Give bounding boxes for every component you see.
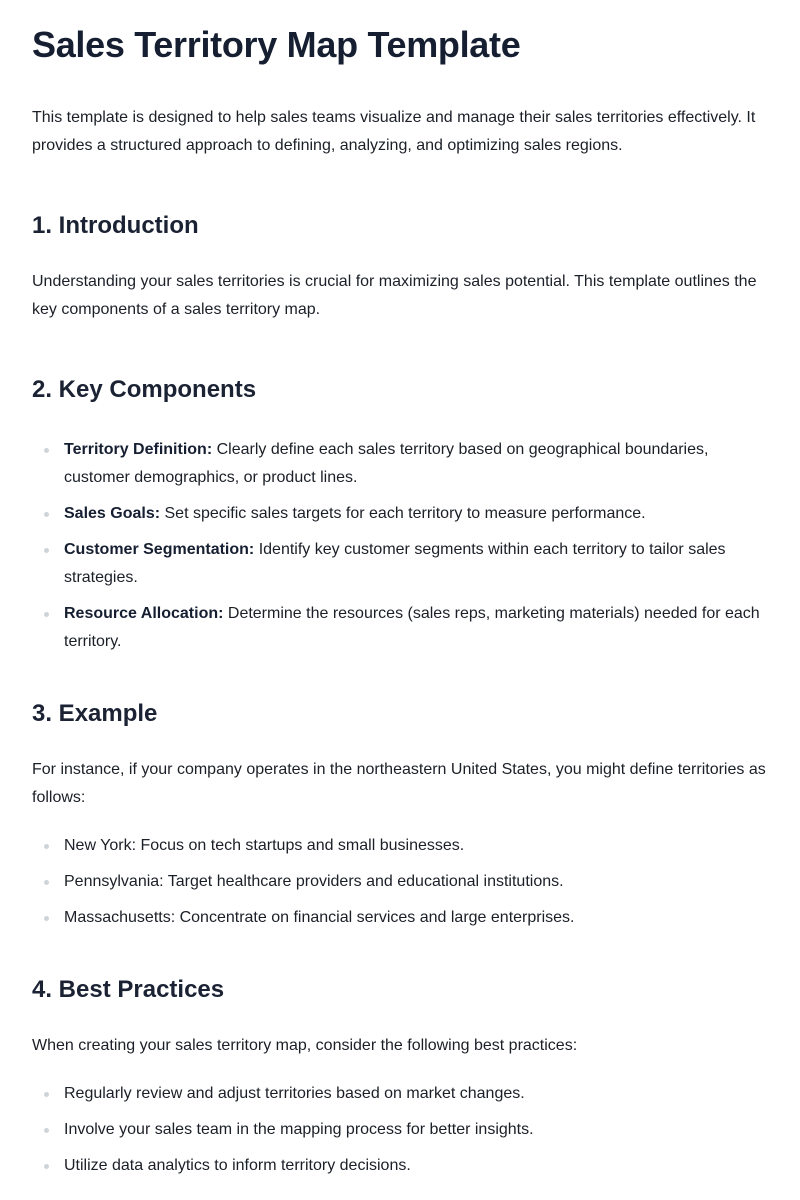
list-item (32, 832, 768, 860)
list-item (32, 904, 768, 932)
section-example (32, 696, 768, 932)
bullet-icon (44, 1128, 49, 1133)
section-paragraph: For instance, if your company operates in the northeastern United States, you might define territories as follows: (32, 761, 766, 806)
list-item-text: Clearly define each sales territory based on geographical boundaries, customer demographics, or product lines. (64, 441, 709, 486)
list-item-text: Massachusetts: Concentrate on financial services and large enterprises. (64, 909, 575, 926)
bullet-icon (44, 916, 49, 921)
list-item (32, 500, 768, 528)
list-item-text: Involve your sales team in the mapping process for better insights. (64, 1121, 534, 1138)
example-list (32, 832, 768, 932)
section-heading: 1. Introduction (32, 212, 199, 239)
list-item-term: Customer Segmentation: (64, 541, 255, 558)
bullet-icon (44, 548, 49, 553)
list-item (32, 1152, 768, 1180)
list-item (32, 1116, 768, 1144)
section-introduction (32, 208, 768, 324)
intro-paragraph: This template is designed to help sales teams visualize and manage their sales territories effectively. It provides a structured approach to defining, analyzing, and optimizing sales regions. (32, 109, 756, 154)
list-item-term: Sales Goals: (64, 505, 161, 522)
list-item (32, 436, 768, 492)
section-key-components (32, 372, 768, 656)
list-item-text: Set specific sales targets for each territory to measure performance. (160, 505, 646, 522)
key-components-list (32, 436, 768, 656)
list-item-text: Determine the resources (sales reps, marketing materials) needed for each territory. (64, 605, 760, 650)
list-item (32, 600, 768, 656)
section-best-practices (32, 972, 768, 1180)
list-item (32, 536, 768, 592)
bullet-icon (44, 1092, 49, 1097)
bullet-icon (44, 612, 49, 617)
bullet-icon (44, 1164, 49, 1169)
list-item-term: Territory Definition: (64, 441, 213, 458)
list-item-text: Regularly review and adjust territories based on market changes. (64, 1085, 525, 1102)
bullet-icon (44, 512, 49, 517)
section-heading: 4. Best Practices (32, 976, 225, 1003)
page-title: Sales Territory Map Template (32, 24, 521, 65)
list-item-text: Identify key customer segments within each territory to tailor sales strategies. (64, 541, 726, 586)
section-heading: 3. Example (32, 700, 158, 727)
section-heading: 2. Key Components (32, 376, 257, 403)
best-practices-list (32, 1080, 768, 1180)
bullet-icon (44, 880, 49, 885)
section-paragraph: Understanding your sales territories is crucial for maximizing sales potential. This template outlines the key components of a sales territory map. (32, 273, 757, 318)
list-item (32, 868, 768, 896)
bullet-icon (44, 448, 49, 453)
list-item-text: Pennsylvania: Target healthcare providers and educational institutions. (64, 873, 564, 890)
bullet-icon (44, 844, 49, 849)
list-item-text: Utilize data analytics to inform territory decisions. (64, 1157, 411, 1174)
list-item (32, 1080, 768, 1108)
section-paragraph: When creating your sales territory map, consider the following best practices: (32, 1037, 578, 1054)
list-item-text: New York: Focus on tech startups and small businesses. (64, 837, 465, 854)
list-item-term: Resource Allocation: (64, 605, 224, 622)
